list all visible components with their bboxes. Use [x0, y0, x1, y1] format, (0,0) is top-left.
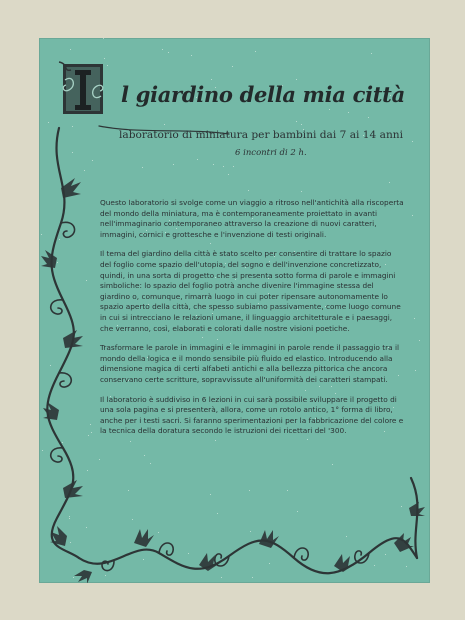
illuminated-capital-I-icon	[57, 60, 109, 120]
paragraph-lessons: Il laboratorio è suddiviso in 6 lezioni in cui sarà possibile sviluppare il progetto di una sola pagina e si presenterà, allora, come un rotolo antico, 1° forma di libro, anche per i testi sacri. Si faranno sperimentazioni per la fabbricazione del colore e la tecnica della doratura secondo le istruzioni dei ricettari del '300.	[100, 394, 404, 436]
sessions-note: 6 incontri di 2 h.	[235, 148, 307, 158]
flyer-title: l giardino della mia città	[121, 82, 405, 107]
flyer-sheet	[39, 38, 430, 583]
paragraph-theme: Il tema del giardino della città è stato scelto per consentire di trattare lo spazio del foglio come spazio dell'utopia, del sogno e dell'invenzione concretizzato, quindi, in una sorta di progetto che si presenta sotto forma di parole e immagini simboliche: lo spazio del foglio potrà anche divenire l'immagine stessa del giardino o, comunque, rimarrà luogo in cui poter ripensare autonomamente lo spazio aperto della città, che spesso subiamo passivamente, come luogo comune in cui si intrecciano le relazioni umane, il linguaggio architetturale e i paesaggi, che verranno, così, elaborati e colorati dalle nostre visioni poetiche.	[100, 249, 401, 333]
flyer-subtitle: laboratorio di miniatura per bambini dai 7 ai 14 anni	[119, 129, 404, 141]
paragraph-intro: Questo laboratorio si svolge come un viaggio a ritroso nell'antichità alla riscoperta del mondo della miniatura, ma è contemporaneamente proiettato in avanti nell'immaginario contemporaneo attraverso la creazione di nuovi caratteri, immagini, cornici e grottesche e l'invenzione di testi originali.	[100, 198, 404, 239]
flyer-body	[100, 198, 404, 446]
paragraph-words-images: Trasformare le parole in immagini e le immagini in parole rende il passaggio tra il mondo della logica e il mondo sensibile più fluido ed elastico. Introducendo alla dimensione magica di certi alfabeti antichi e alla bellezza pittorica che ancora conservano certe scritture, sopravvissute all'uniformità dei caratteri stampati.	[100, 343, 400, 384]
